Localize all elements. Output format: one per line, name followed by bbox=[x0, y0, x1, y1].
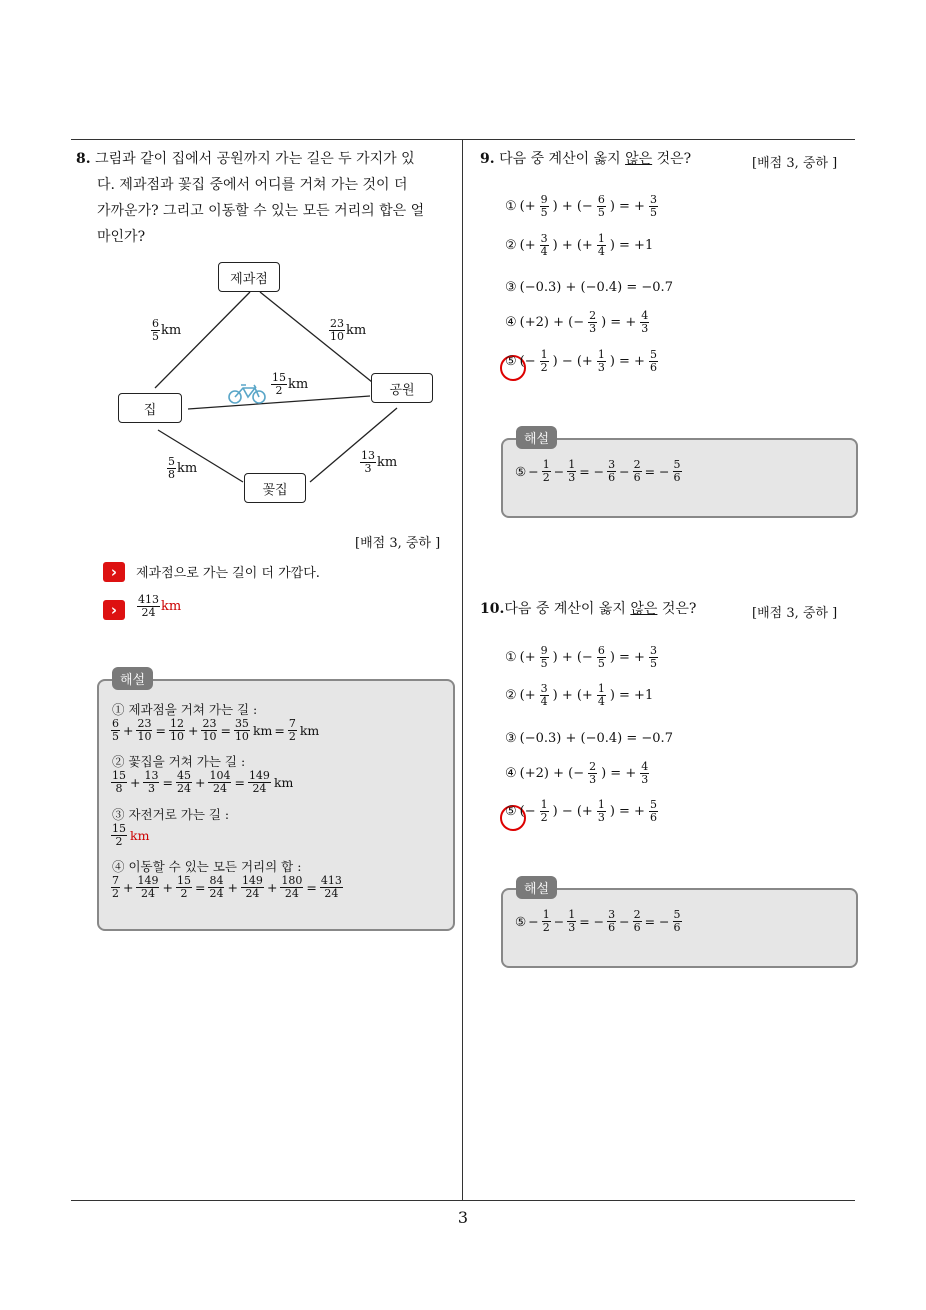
edge-label-home-park: $\frac{15}{2}$ km bbox=[272, 371, 309, 397]
explanation-equation: ⑤ − $\frac{1}{2}$ − $\frac{1}{3}$ = − $\frac{3}{6}$ − $\frac{2}{6}$ = − $\frac{5}{6}$ bbox=[515, 458, 681, 484]
option-5[interactable]: ⑤ (− $\frac{1}{2}$ ) − (+ $\frac{1}{3}$ ) = + $\frac{5}{6}$ bbox=[505, 348, 657, 374]
question-text: 다음 중 계산이 옳지 bbox=[499, 151, 626, 167]
option-5[interactable]: ⑤ (− $\frac{1}{2}$ ) − (+ $\frac{1}{3}$ ) = + $\frac{5}{6}$ bbox=[505, 798, 657, 824]
edge-label-home-bakery: $\frac{6}{5}$ km bbox=[152, 317, 182, 343]
question-text-line: 마인가? bbox=[97, 229, 146, 245]
column-divider bbox=[462, 140, 463, 1200]
question-text-underlined: 않은 bbox=[630, 601, 658, 617]
question-number: 10. bbox=[480, 601, 505, 617]
node-park: 공원 bbox=[371, 373, 433, 403]
edge-label-flower-park: $\frac{13}{3}$ km bbox=[361, 449, 398, 475]
option-1[interactable]: ① (+ $\frac{9}{5}$ ) + (− $\frac{6}{5}$ ) = + $\frac{3}{5}$ bbox=[505, 193, 657, 219]
solution-step-4-title: ④ 이동할 수 있는 모든 거리의 합 : bbox=[112, 859, 302, 874]
explanation-tag: 해설 bbox=[112, 667, 153, 690]
edge-label-home-flower: $\frac{5}{8}$ km bbox=[168, 455, 198, 481]
question-number: 8. bbox=[76, 151, 91, 167]
solution-step-3-title: ③ 자전거로 가는 길 : bbox=[112, 807, 230, 822]
bottom-rule bbox=[71, 1200, 855, 1201]
top-rule bbox=[71, 139, 855, 140]
question-text-line: 그림과 같이 집에서 공원까지 가는 길은 두 가지가 있 bbox=[95, 151, 415, 167]
explanation-tag: 해설 bbox=[516, 876, 557, 899]
question-text: 것은? bbox=[652, 151, 692, 167]
option-3[interactable]: ③ (−0.3) + (−0.4) = −0.7 bbox=[505, 280, 673, 295]
score-label: [배점 3, 중하 ] bbox=[355, 536, 441, 551]
question-text-line: 가까운가? 그리고 이동할 수 있는 모든 거리의 합은 얼 bbox=[97, 203, 425, 219]
solution-step-4-eq: $\frac{7}{2}$ + $\frac{149}{24}$ + $\frac{15}{2}$ = $\frac{84}{24}$ + $\frac{149}{24}$ + $\frac{180}{24}$ = $\frac{413}{24}$ bbox=[112, 874, 342, 900]
question-text-underlined: 않은 bbox=[625, 151, 653, 167]
solution-step-2-eq: $\frac{15}{8}$ + $\frac{13}{3}$ = $\frac{45}{24}$ + $\frac{104}{24}$ = $\frac{149}{24}$ km bbox=[112, 769, 294, 795]
score-label: [배점 3, 중하 ] bbox=[752, 156, 838, 171]
option-1[interactable]: ① (+ $\frac{9}{5}$ ) + (− $\frac{6}{5}$ ) = + $\frac{3}{5}$ bbox=[505, 644, 657, 670]
bicycle-icon bbox=[229, 385, 265, 403]
edge-label-bakery-park: $\frac{23}{10}$ km bbox=[330, 317, 367, 343]
question-text: 다음 중 계산이 옳지 bbox=[504, 601, 631, 617]
answer-1: 제과점으로 가는 길이 더 가깝다. bbox=[136, 566, 320, 581]
node-home: 집 bbox=[118, 393, 182, 423]
answer-2: $\frac{413}{24}$ km bbox=[138, 593, 182, 619]
solution-step-1-title: ① 제과점을 거쳐 가는 길 : bbox=[112, 702, 258, 717]
option-4[interactable]: ④ (+2) + (− $\frac{2}{3}$ ) = + $\frac{4}{3}$ bbox=[505, 309, 649, 335]
option-2[interactable]: ② (+ $\frac{3}{4}$ ) + (+ $\frac{1}{4}$ ) = +1 bbox=[505, 682, 654, 708]
solution-step-2-title: ② 꽃집을 거쳐 가는 길 : bbox=[112, 754, 246, 769]
explanation-equation: ⑤ − $\frac{1}{2}$ − $\frac{1}{3}$ = − $\frac{3}{6}$ − $\frac{2}{6}$ = − $\frac{5}{6}$ bbox=[515, 908, 681, 934]
question-number: 9. bbox=[480, 151, 495, 167]
node-bakery: 제과점 bbox=[218, 262, 280, 292]
solution-step-1-eq: $\frac{6}{5}$ + $\frac{23}{10}$ = $\frac{12}{10}$ + $\frac{23}{10}$ = $\frac{35}{10}$ km = $\frac{7}{2}$ km bbox=[112, 717, 320, 743]
question-text-line: 다. 제과점과 꽃집 중에서 어디를 거쳐 가는 것이 더 bbox=[97, 177, 408, 193]
answer-arrow-icon: › bbox=[103, 562, 125, 582]
explanation-tag: 해설 bbox=[516, 426, 557, 449]
option-2[interactable]: ② (+ $\frac{3}{4}$ ) + (+ $\frac{1}{4}$ ) = +1 bbox=[505, 232, 654, 258]
node-flower-shop: 꽃집 bbox=[244, 473, 306, 503]
score-label: [배점 3, 중하 ] bbox=[752, 606, 838, 621]
question-text: 것은? bbox=[657, 601, 697, 617]
option-4[interactable]: ④ (+2) + (− $\frac{2}{3}$ ) = + $\frac{4}{3}$ bbox=[505, 760, 649, 786]
option-3[interactable]: ③ (−0.3) + (−0.4) = −0.7 bbox=[505, 731, 673, 746]
solution-step-3-eq: $\frac{15}{2}$ km bbox=[112, 822, 150, 848]
answer-arrow-icon: › bbox=[103, 600, 125, 620]
page-number: 3 bbox=[457, 1208, 469, 1227]
